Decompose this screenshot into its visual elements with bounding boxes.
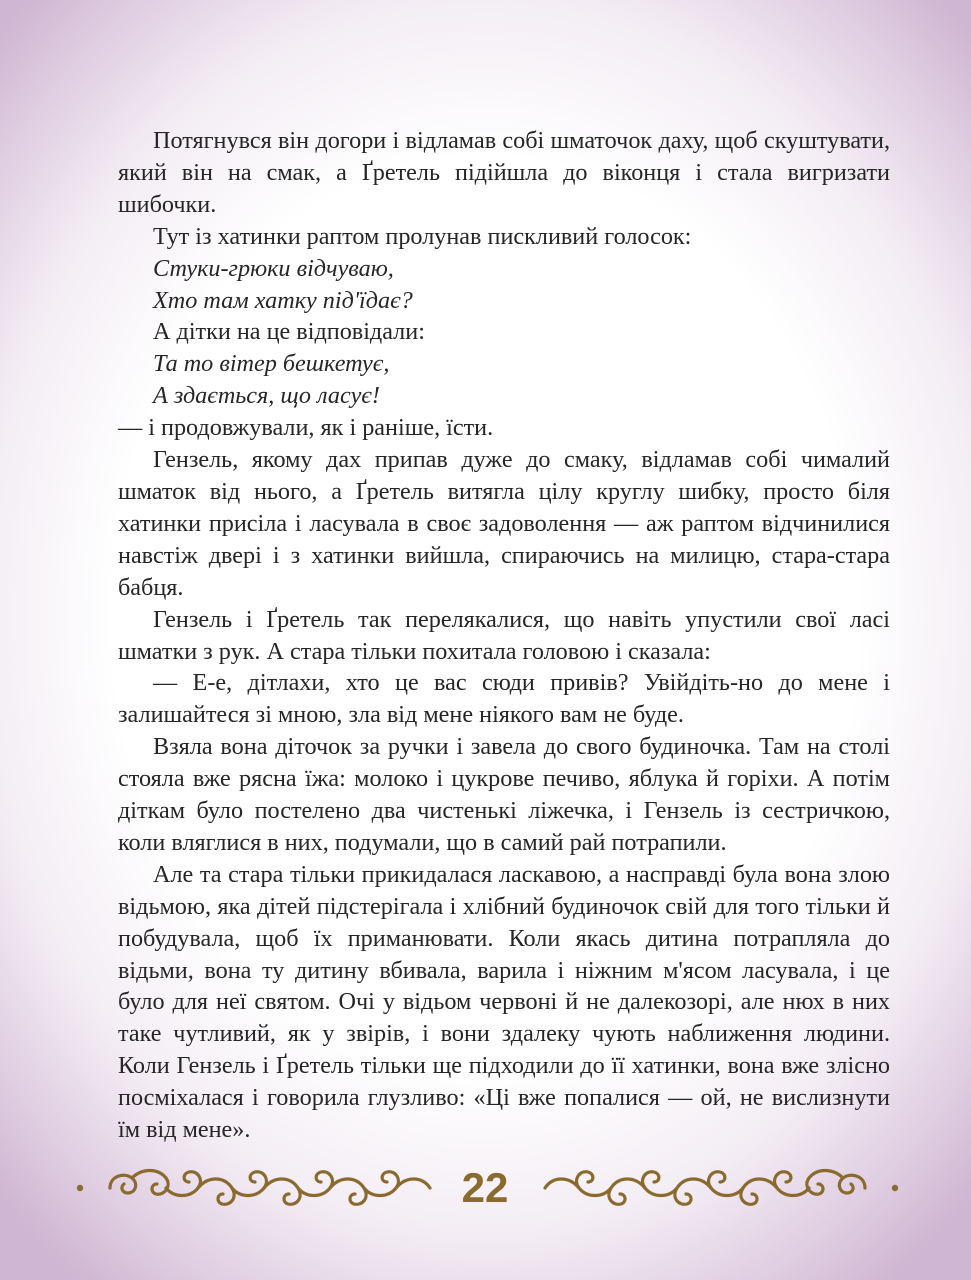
paragraph-1: Потягнувся він догори і відламав собі шматочок даху, щоб скуштувати, який він на смак, а Ґретель підійшла до віконця і стала вигризати шибочки. [118, 127, 890, 218]
verse-2-line-1: Та то вітер бешкетує, [153, 350, 390, 378]
page-body [118, 125, 890, 1146]
right-ornament-icon [535, 1158, 905, 1218]
verse-2-line-2: А здається, що ласує! [153, 382, 380, 410]
page-footer [0, 1158, 971, 1218]
page-number: 22 [461, 1164, 509, 1211]
paragraph-6: Гензель і Ґретель так перелякалися, що навіть упустили свої ласі шматки з рук. А стара тільки похитала головою і сказала: [118, 605, 890, 665]
verse-1-line-1: Стуки-грюки відчуваю, [153, 254, 394, 282]
paragraph-5: Гензель, якому дах припав дуже до смаку, відламав собі чималий шматок від нього, а Ґретель витягла цілу круглу шибку, просто біля хатинки присіла і ласувала в своє задоволення — аж раптом відчинилися навстіж двері і з хатинки вийшла, спираючись на милицю, стара-стара бабця. [118, 446, 890, 601]
paragraph-8: Взяла вона діточок за ручки і завела до свого будиночка. Там на столі стояла вже рясна їжа: молоко і цукрове печиво, яблука й горіхи. А потім діткам було постелено два чистенькі ліжечка, і Гензель із сестричкою, коли вляглися в них, подумали, що в самий рай потрапили. [118, 733, 890, 856]
paragraph-2: Тут із хатинки раптом пролунав пискливий голосок: [153, 222, 692, 250]
paragraph-3: А дітки на це відповідали: [153, 318, 425, 346]
verse-1-line-2: Хто там хатку під'їдає? [153, 286, 413, 314]
paragraph-9: Але та стара тільки прикидалася ласкавою, а насправді була вона злою відьмою, яка дітей підстерігала і хлібний будиночок свій для того тільки й побудувала, щоб їх приманювати. Коли якась дитина потрапляла до відьми, вона ту дитину вбивала, варила і ніжним м'ясом ласувала, і це було для неї святом. Очі у відьом червоні й не далекозорі, але нюх в них таке чутливий, як у звірів, і вони здалеку чують наближення людини. Коли Гензель і Ґретель тільки ще підходили до її хатинки, вона вже злісно посміхалася і говорила глузливо: «Ці вже попалися — ой, не вислизнути їм від мене». [118, 860, 890, 1144]
paragraph-4: — і продовжували, як і раніше, їсти. [118, 414, 494, 442]
paragraph-7: — Е-е, дітлахи, хто це вас сюди привів? Увійдіть-но до мене і залишайтеся зі мною, зла від мене ніякого вам не буде. [118, 669, 890, 729]
left-ornament-icon [70, 1158, 440, 1218]
